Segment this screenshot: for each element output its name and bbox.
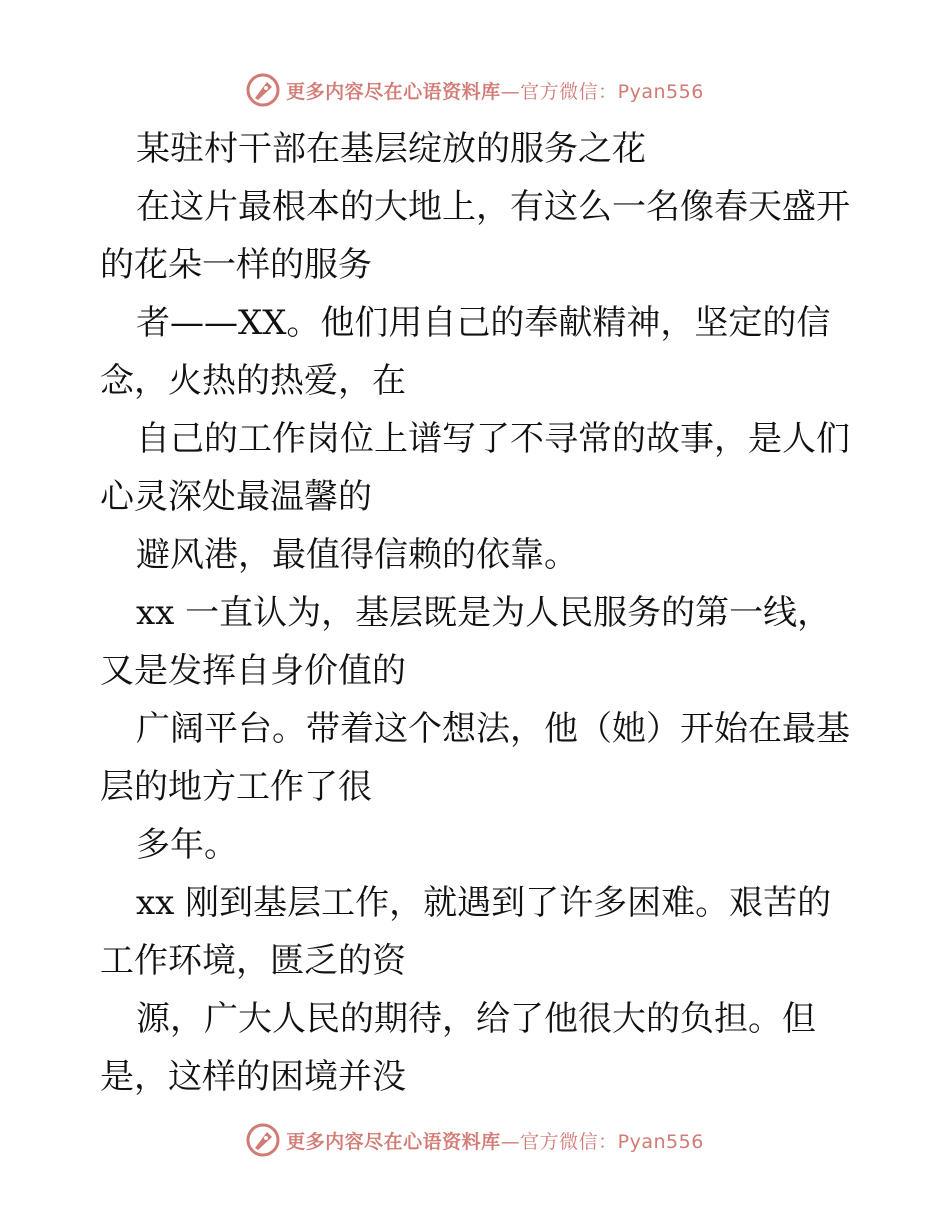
text-line: 在这片最根本的大地上，有这么一名像春天盛开 bbox=[136, 187, 850, 227]
header-brand: 更多内容尽在心语资料库 bbox=[286, 80, 501, 103]
header-banner bbox=[0, 70, 950, 110]
text-line: 多年。 bbox=[136, 825, 238, 865]
text-line: 者——XX。他们用自己的奉献精神，坚定的信 bbox=[136, 303, 831, 343]
text-line: 自己的工作岗位上谱写了不寻常的故事，是人们 bbox=[136, 419, 850, 459]
text-line: 源，广大人民的期待，给了他很大的负担。但 bbox=[136, 999, 816, 1039]
text-line: 广阔平台。带着这个想法，他（她）开始在最基 bbox=[136, 709, 850, 749]
text-line: 避风港，最值得信赖的依靠。 bbox=[136, 535, 578, 575]
header-separator: — bbox=[500, 80, 521, 103]
text-line: xx 一直认为，基层既是为人民服务的第一线， bbox=[136, 593, 832, 633]
text-line: 又是发挥自身价值的 bbox=[100, 651, 406, 691]
document-title: 某驻村干部在基层绽放的服务之花 bbox=[136, 129, 646, 169]
header-text bbox=[286, 77, 704, 104]
document-body bbox=[100, 120, 860, 1106]
text-line: 层的地方工作了很 bbox=[100, 767, 372, 807]
text-line: xx 刚到基层工作，就遇到了许多困难。艰苦的 bbox=[136, 883, 832, 923]
footer-contact: 官方微信：Pyan556 bbox=[520, 1130, 704, 1153]
text-line: 的花朵一样的服务 bbox=[100, 245, 372, 285]
footer-banner bbox=[0, 1120, 950, 1160]
text-line: 是，这样的困境并没 bbox=[100, 1057, 406, 1097]
header-contact: 官方微信：Pyan556 bbox=[520, 80, 704, 103]
text-line: 念，火热的热爱，在 bbox=[100, 361, 406, 401]
pen-nib-circle-icon bbox=[246, 1123, 280, 1157]
text-line: 心灵深处最温馨的 bbox=[100, 477, 372, 517]
pen-nib-circle-icon bbox=[246, 73, 280, 107]
text-line: 工作环境，匮乏的资 bbox=[100, 941, 406, 981]
footer-separator: — bbox=[500, 1130, 521, 1153]
footer-text bbox=[286, 1127, 704, 1154]
footer-brand: 更多内容尽在心语资料库 bbox=[286, 1130, 501, 1153]
